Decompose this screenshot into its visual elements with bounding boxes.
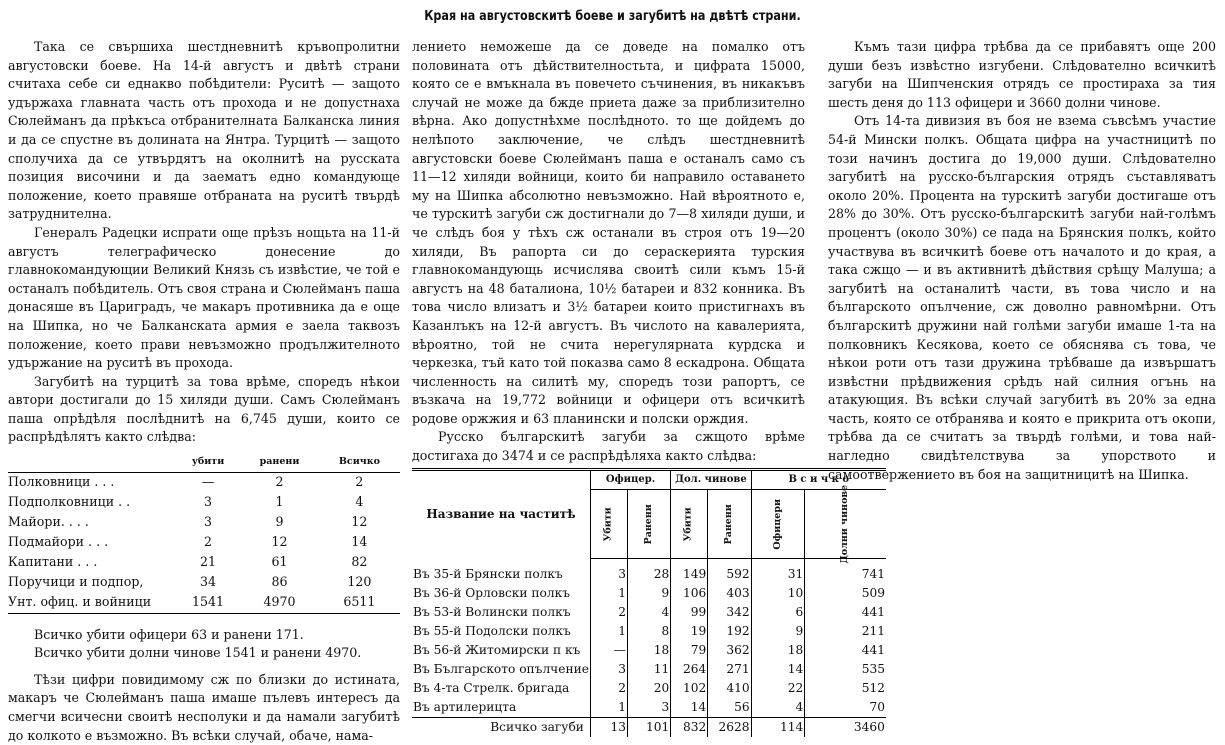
header-wounded: ранени bbox=[259, 456, 300, 468]
header-unit-name: Название на частитѣ bbox=[426, 507, 576, 522]
table-row: Поручици и подпор, 34 86 120 bbox=[8, 574, 372, 590]
table-row: Въ 36-й Орловски полкъ 1 9 106 403 10 509 bbox=[412, 584, 886, 603]
table-row: Унт. офиц. и войници 1541 4970 6511 bbox=[8, 593, 400, 614]
table-row: Въ Българското опълчение 3 11 264 271 14 535 bbox=[412, 660, 886, 679]
summary-officers: Всичко убити офицери 63 и ранени 171. bbox=[34, 626, 304, 642]
table-row: Въ артилерицта 1 3 14 56 4 70 bbox=[412, 698, 886, 718]
paragraph: Русско българскитѣ загуби за сжщото врѣме достигаха до 3474 и се распрѣдѣляха както слѣдва: bbox=[412, 429, 805, 464]
paragraph: Тѣзи цифри повидимому сж по близки до истината, макаръ че Сюлейманъ паша имаше пълевъ интересъ да смегчи всичесни своитѣ несполуки и да намали загубитѣ до колкото е възможно. Въ всѣки случай, обаче, нама- bbox=[8, 671, 400, 743]
table-row: Въ 55-й Подолски полкъ 1 8 19 192 9 211 bbox=[412, 622, 886, 641]
column-3 bbox=[828, 38, 1216, 484]
table-row: Майори. . . . 3 9 12 bbox=[8, 514, 368, 530]
paragraph: Загубитѣ на турцитѣ за това врѣме, споредъ нѣкои автори достигали до 15 хиляди души. Самъ Сюлейманъ паша опрѣдѣля послѣднитѣ на 6,745 души, които се распрѣдѣлятъ както слѣдва: bbox=[8, 373, 400, 445]
table-row: Въ 53-й Волински полкъ 2 4 99 342 6 441 bbox=[412, 603, 886, 622]
page-title: Края на августовскитѣ боеве и загубитѣ на двѣтѣ страни. bbox=[424, 9, 801, 24]
paragraph: Генералъ Радецки испрати още прѣзъ нощьта на 11-й августъ телеграфическо донесение до главнокомандующии Великий Князь съ извѣстие, че той е останалъ побѣдитель. Отъ своя страна и Сюлейманъ паша донасяше въ Цариградъ, че макаръ противника да е още на Шипка, но че Балканската армия е заела таквозъ положение, което прави невъзможно продължителното удържание на руситѣ въ прохода. bbox=[8, 224, 400, 371]
table-row: Подмайори . . . 2 12 14 bbox=[8, 534, 368, 550]
paragraph: лението неможеше да се доведе на помалко отъ половината отъ дѣйствителностьта, и цифрата 15000, която се е вмъкнала въ повечето съчинения, въ никакъвъ случай не може да бжде приета даже за приблизително вѣрна. Ако допустнѣхме послѣдното. то ще дойдемъ до нелѣпото заключение, че слѣдъ шестдневнитѣ августовски боеве Сюлейманъ паша е останалъ само съ 11—12 хиляди войници, които би направило оставането му на Шипка абсолютно невъзможно. Най вѣроятното е, че турскитѣ загуби сж достигнали до 7—8 хиляди души, и че слѣдъ боя у тѣхъ сж останали въ строя отъ 19—20 хиляди, Въ рапорта си до сераскерията турския главнокомандующь исчислява своитѣ сили къмъ 15-й августъ на 48 баталиона, 10½ батареи и 832 конника. Въ това число влизатъ и 3½ батареи които пристигнахъ въ Казанлъкъ на 12-й августъ. Въ числото на кавалерията, вѣроятно, той не счита нерегулярната курдска и черкезка, тъй като той показва само 8 ескадрона. Общата численность на силитѣ му, споредъ този рапортъ, се възкача на 19,772 войници и офицери отъ всичкитѣ родове оржжия и 63 планински и полски орждия. bbox=[412, 39, 805, 426]
header-total: Всичко bbox=[338, 456, 380, 468]
header-total: В с и ч к о bbox=[751, 469, 886, 490]
paragraph: Така се свършиха шестдневнитѣ кръвопролитни августовски боеве. На 14-й августъ и двѣтѣ страни считаха себе си еднакво побѣдители: Руситѣ — защото удържаха главната часть отъ прохода и не допустнаха Сюлейманъ да прѣкъса отбранителната Балканска линия и да се спустне въ долината на Янтра. Турцитѣ — защото сполучиха да се утвърдятъ на околнитѣ на русската позиция височини и да заематъ едно командующе положение, което правяше отбраната на руситѣ твърдѣ затруднителна. bbox=[8, 39, 400, 222]
header-lower-ranks: Дол. чинове bbox=[671, 469, 751, 490]
table-row: Въ 35-й Брянски полкъ 3 28 149 592 31 741 bbox=[412, 565, 886, 584]
table-row: Подполковници . . 3 1 4 bbox=[8, 494, 364, 510]
header-officers: Офицер. bbox=[590, 469, 670, 490]
column-1 bbox=[8, 38, 400, 745]
turkish-losses-table bbox=[8, 453, 400, 614]
summary-soldiers: Всичко убити долни чинове 1541 и ранени 4970. bbox=[34, 645, 362, 661]
column-2 bbox=[412, 38, 885, 737]
table-row: Капитани . . . 21 61 82 bbox=[8, 554, 368, 570]
table-row: Полковници . . . — 2 2 bbox=[8, 472, 400, 493]
paragraph: Отъ 14-та дивизия въ боя не взема съвсѣмъ участие 54-й Мински полкъ. Общата цифра на участницитѣ по този начинъ достига до 19,000 души. Слѣдователно загубитѣ на русско-българския отрядъ съставляватъ около 20%. Процента на турскитѣ загуби достигаше отъ 28% до 30%. Отъ русско-българскитѣ загуби най-голѣмъ процентъ (около 30%) се пада на Брянския полкъ, който участвува въ всичкитѣ боеве отъ началото и до края, а така сжщо — и въ активнитѣ дѣйствия срѣщу Малуша; а загубитѣ на останалитѣ части, въ това число и на българското опълчение, сж доволно равномѣрни. Отъ българскитѣ дружини най голѣми загуби имаше 1-та на полковникъ Кесякова, което се обяснява съ това, че нѣкои роти отъ тази дружина трѣбваше да извършатъ извѣстни прѣдвижения срѣдъ най силния огънь на атакующия. Въ всѣки случай загубитѣ въ 20% за една часть, която се отбранява и която е прикрита отъ окопи, трѣбва да се считатъ за твърдѣ голѣми, и това най-нагледно свидѣтелствува за упорството и самоотвержението въ боя на защитницитѣ на Шипка. bbox=[828, 113, 1216, 482]
table-row: Въ 4-та Стрелк. бригада 2 20 102 410 22 512 bbox=[412, 679, 886, 698]
header-killed: убити bbox=[191, 456, 225, 468]
table-total-row: Всичко загуби 13 101 832 2628 114 3460 bbox=[412, 718, 886, 738]
russian-bulgarian-losses-table: Название на частитѣ Офицер. Дол. чинове В с и ч к о Убити Ранени Убити Ранени Офицери Долни чинове Въ 35-й Брянски полкъ 3 28 149 592 31 741 Въ 36-й Орловски полкъ 1 9 106 403 10 509 Въ 53-й Волински полкъ 2 4 99 342 6 441 Въ 55-й Подолски полкъ 1 8 19 192 9 211 Въ 56-й Житомирски п къ — 18 79 362 18 441 Въ Българското опълчение 3 11 264 271 14 535 Въ 4-та Стрелк. бригада 2 20 102 410 22 512 Въ артилерицта 1 3 14 56 4 70 Всичко загуби 13 101 832 2628 114 3460 bbox=[412, 468, 886, 738]
paragraph: Къмъ тази цифра трѣбва да се прибавятъ още 200 души безъ извѣстно изгубени. Слѣдователно всичкитѣ загуби на Шипченския отрядъ се простираха за тия шесть деня до 113 офицери и 3660 долни чинове. bbox=[828, 39, 1216, 110]
losses-summary bbox=[8, 626, 400, 663]
table-row: Въ 56-й Житомирски п къ — 18 79 362 18 441 bbox=[412, 641, 886, 660]
